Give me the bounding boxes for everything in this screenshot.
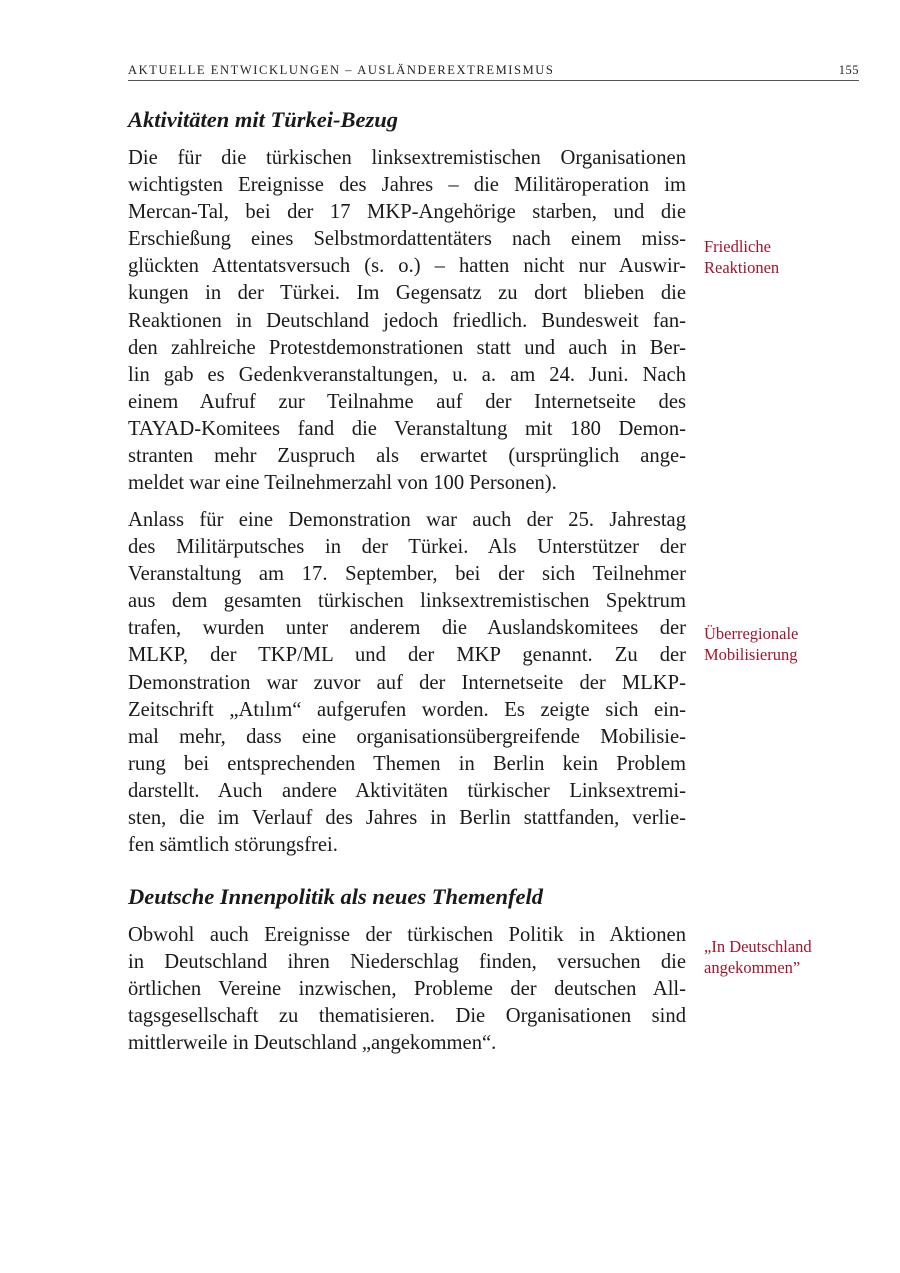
running-header-title: AKTUELLE ENTWICKLUNGEN – AUSLÄNDEREXTREMISMUS bbox=[128, 63, 555, 77]
margin-note-line: Friedliche bbox=[704, 237, 771, 256]
text-line: in Deutschland ihren Niederschlag finden, versuchen die bbox=[128, 951, 686, 974]
page-number: 155 bbox=[838, 63, 859, 77]
text-line: MLKP, der TKP/ML und der MKP genannt. Zu der bbox=[128, 644, 686, 667]
text-line: meldet war eine Teilnehmerzahl von 100 Personen). bbox=[128, 472, 557, 495]
section-heading-domestic-politics: Deutsche Innenpolitik als neues Themenfeld bbox=[128, 884, 544, 909]
text-line: glückten Attentatsversuch (s. o.) – hatten nicht nur Auswir- bbox=[128, 255, 686, 278]
margin-note-line: Überregionale bbox=[704, 624, 799, 643]
text-line: Zeitschrift „Atılım“ aufgerufen worden. Es zeigte sich ein- bbox=[128, 698, 686, 721]
text-line: sten, die im Verlauf des Jahres in Berlin stattfanden, verlie- bbox=[128, 807, 686, 830]
text-line: darstellt. Auch andere Aktivitäten türkischer Linksextremi- bbox=[128, 779, 686, 802]
paragraph-arrived-in-germany bbox=[128, 922, 686, 1057]
text-line: den zahlreiche Protestdemonstrationen statt und auch in Ber- bbox=[128, 336, 686, 359]
text-line: rung bei entsprechenden Themen in Berlin kein Problem bbox=[128, 752, 686, 775]
text-line: Die für die türkischen linksextremistischen Organisationen bbox=[128, 147, 686, 169]
text-line: Mercan-Tal, bei der 17 MKP-Angehörige starben, und die bbox=[128, 201, 686, 224]
margin-note-peaceful-reactions bbox=[704, 236, 844, 278]
text-line: trafen, wurden unter anderem die Auslandskomitees der bbox=[128, 617, 686, 640]
text-line: Demonstration war zuvor auf der Internetseite der MLKP- bbox=[128, 671, 686, 694]
paragraph-turkey-events bbox=[128, 145, 686, 497]
running-header bbox=[128, 62, 859, 81]
text-line: Anlass für eine Demonstration war auch der 25. Jahrestag bbox=[128, 509, 686, 531]
text-line: kungen in der Türkei. Im Gegensatz zu dort blieben die bbox=[128, 282, 686, 305]
text-line: Reaktionen in Deutschland jedoch friedlich. Bundesweit fan- bbox=[128, 309, 686, 332]
text-line: TAYAD-Komitees fand die Veranstaltung mit 180 Demon- bbox=[128, 417, 686, 440]
margin-note-line: „In Deutschland bbox=[704, 937, 812, 956]
section-heading-turkey: Aktivitäten mit Türkei-Bezug bbox=[128, 107, 399, 132]
text-line: fen sämtlich störungsfrei. bbox=[128, 834, 338, 857]
text-line: örtlichen Vereine inzwischen, Probleme der deutschen All- bbox=[128, 978, 686, 1001]
text-line: aus dem gesamten türkischen linksextremistischen Spektrum bbox=[128, 590, 686, 613]
margin-note-arrived-in-germany bbox=[704, 936, 844, 978]
text-line: Erschießung eines Selbstmordattentäters nach einem miss- bbox=[128, 228, 686, 251]
margin-note-line: Reaktionen bbox=[704, 258, 780, 277]
paragraph-coup-anniversary bbox=[128, 507, 686, 859]
text-line: des Militärputsches in der Türkei. Als Unterstützer der bbox=[128, 536, 686, 559]
text-line: Veranstaltung am 17. September, bei der sich Teilnehmer bbox=[128, 563, 686, 586]
text-line: stranten mehr Zuspruch als erwartet (ursprünglich ange- bbox=[128, 445, 686, 468]
text-line: Obwohl auch Ereignisse der türkischen Politik in Aktionen bbox=[128, 924, 686, 946]
text-line: mittlerweile in Deutschland „angekommen“. bbox=[128, 1032, 497, 1055]
text-line: mal mehr, dass eine organisationsübergreifende Mobilisie- bbox=[128, 725, 686, 748]
text-line: tagsgesellschaft zu thematisieren. Die Organisationen sind bbox=[128, 1005, 686, 1028]
margin-note-supraregional-mobilization bbox=[704, 623, 844, 665]
margin-note-line: angekommen” bbox=[704, 958, 801, 977]
text-line: lin gab es Gedenkveranstaltungen, u. a. am 24. Juni. Nach bbox=[128, 363, 686, 386]
text-line: einem Aufruf zur Teilnahme auf der Internetseite des bbox=[128, 390, 686, 413]
text-line: wichtigsten Ereignisse des Jahres – die Militäroperation im bbox=[128, 174, 686, 197]
margin-note-line: Mobilisierung bbox=[704, 645, 798, 664]
